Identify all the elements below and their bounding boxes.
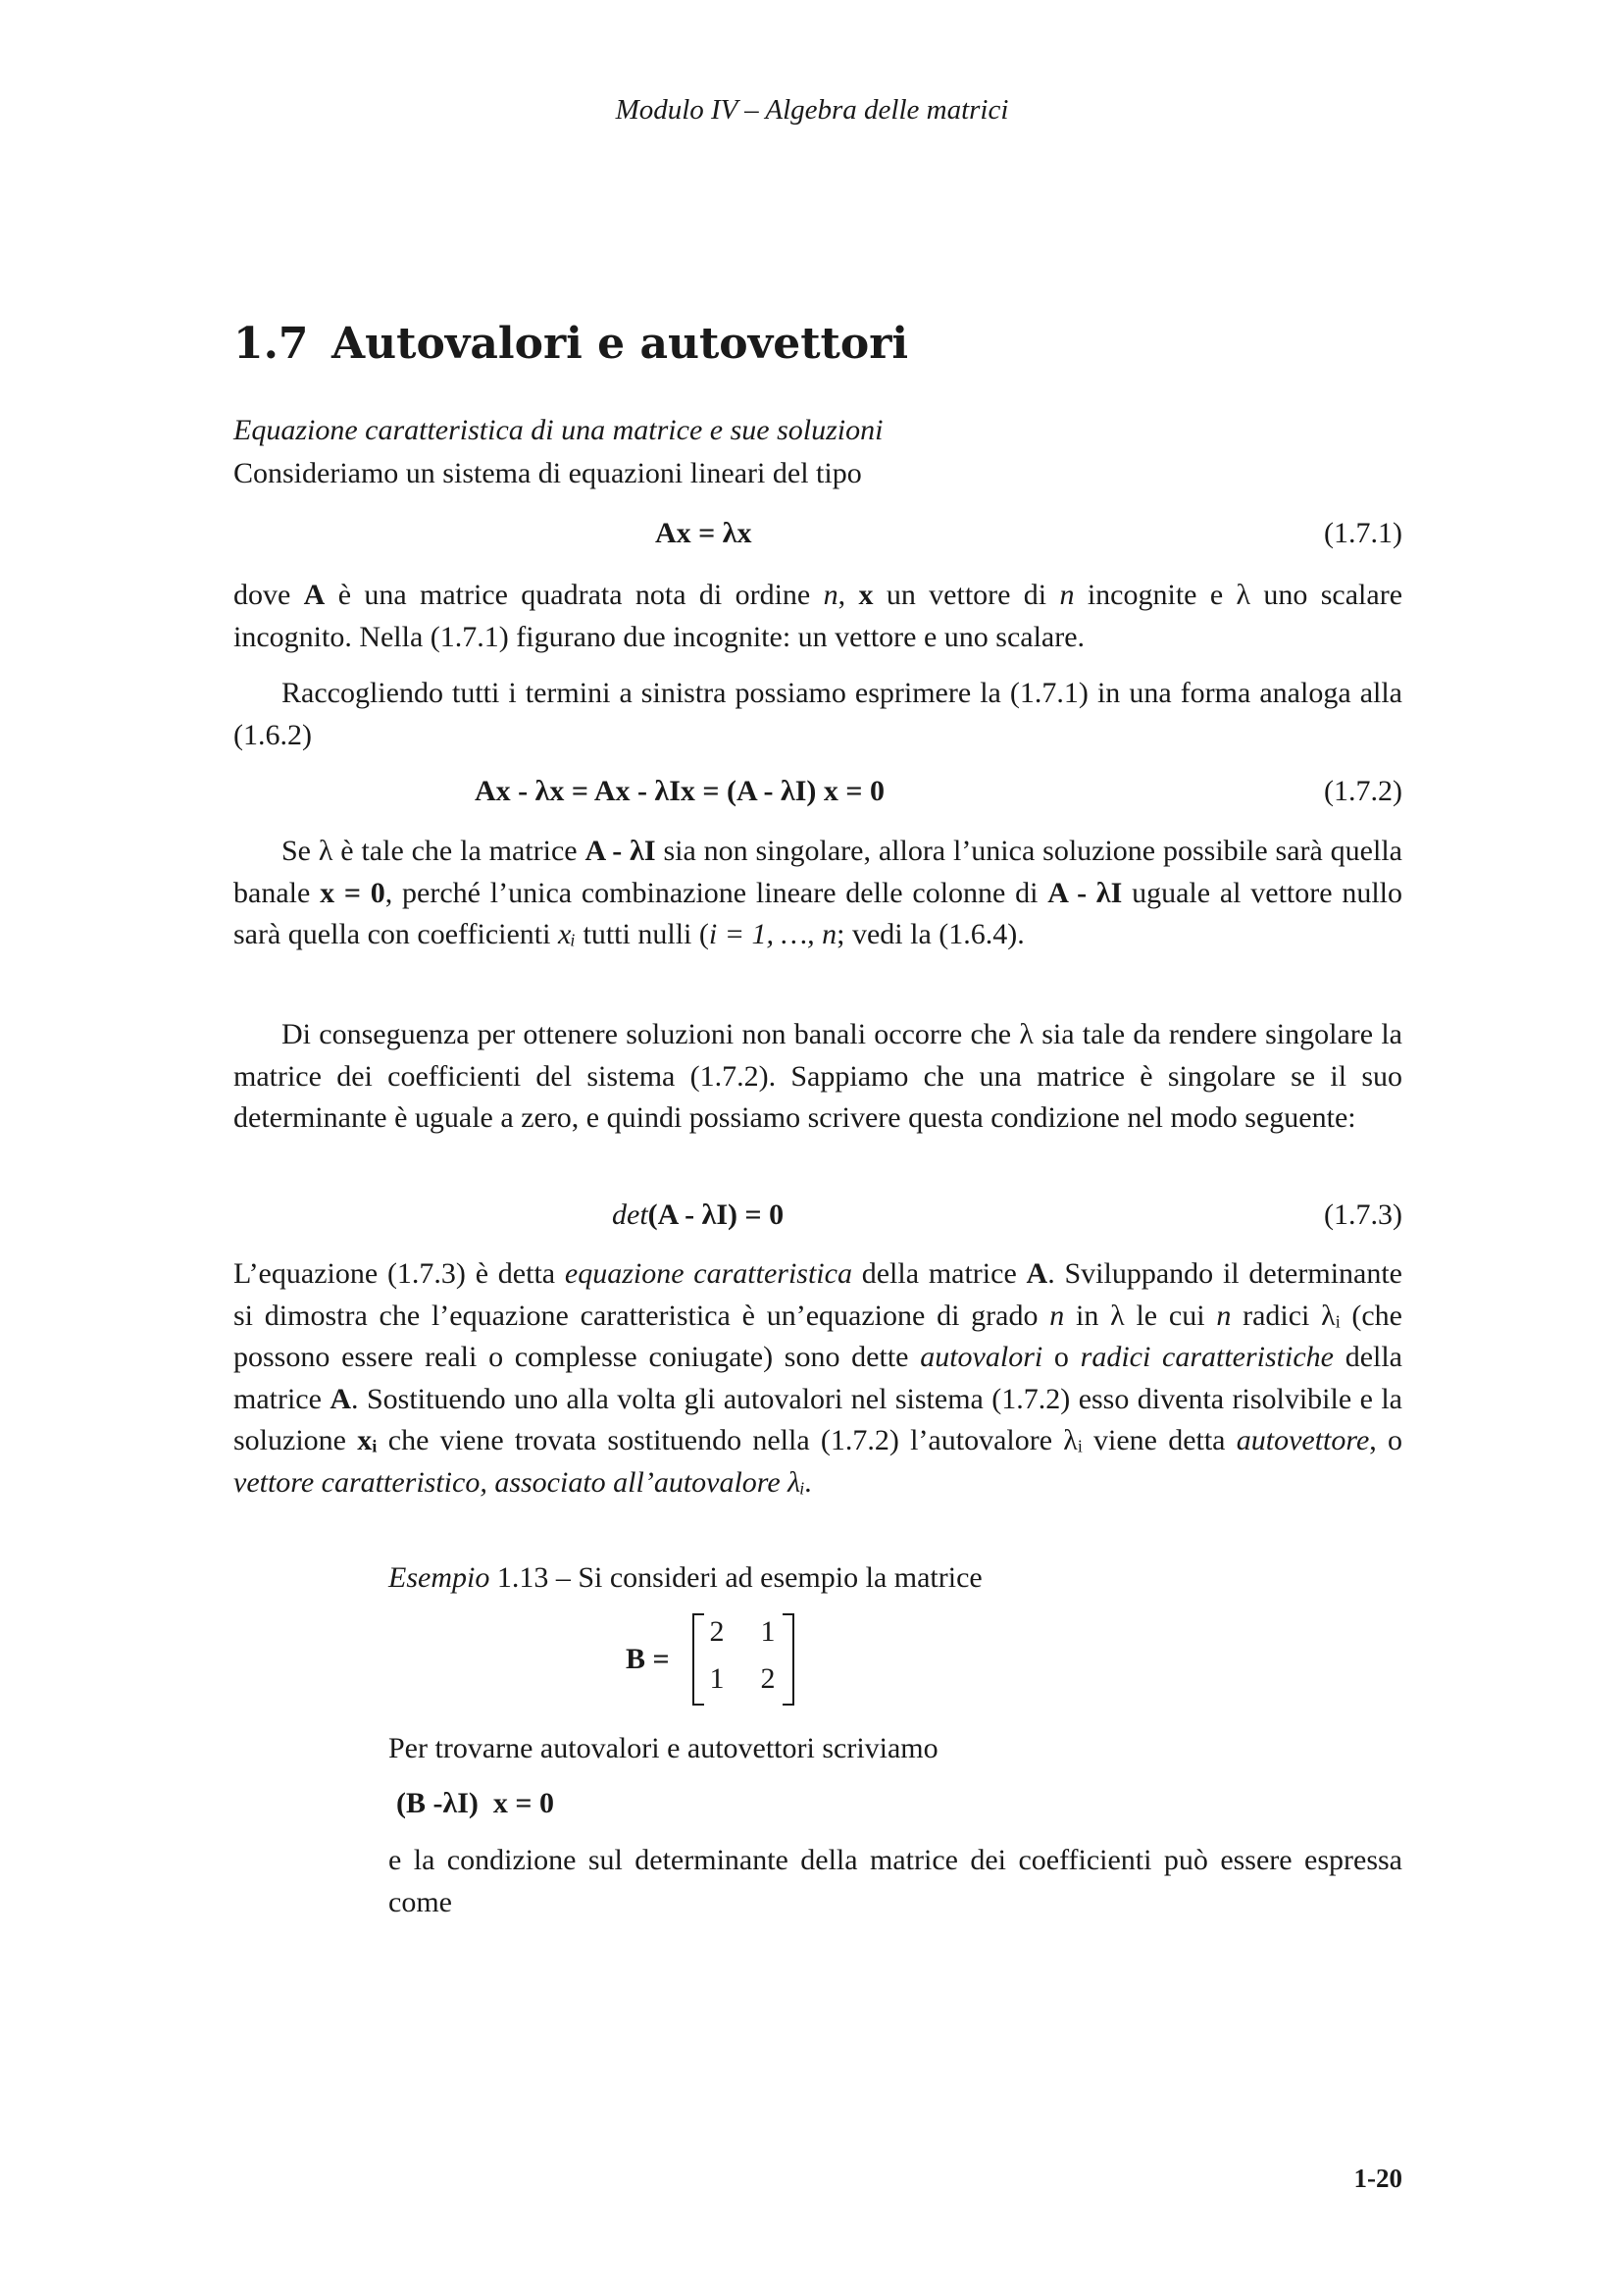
example-paragraph: Per trovarne autovalori e autovettori scriviamo bbox=[388, 1732, 939, 1764]
matrix-cell: 2 bbox=[709, 1615, 725, 1648]
matrix-cell: 1 bbox=[760, 1615, 776, 1648]
matrix-cell: 2 bbox=[760, 1662, 776, 1695]
equation-number: (1.7.2) bbox=[1324, 775, 1402, 807]
example-intro: Esempio 1.13 – Si consideri ad esempio la matrice bbox=[388, 1561, 983, 1594]
paragraph-definitions: dove A è una matrice quadrata nota di ordine n, x un vettore di n incognite e λ uno scalare incognito. Nella (1.7.1) figurano due incognite: un vettore e uno scalare. bbox=[233, 579, 1403, 653]
example-paragraph-2: e la condizione sul determinante della matrice dei coefficienti può essere espressa come bbox=[388, 1844, 1402, 1918]
equation-1-7-1 bbox=[233, 513, 1402, 554]
section-number: 1.7 bbox=[233, 319, 309, 369]
matrix-brackets bbox=[692, 1613, 794, 1706]
intro-paragraph: Consideriamo un sistema di equazioni lineari del tipo bbox=[233, 457, 862, 489]
equation-formula: Ax = λx bbox=[655, 517, 752, 549]
equation-1-7-3 bbox=[233, 1195, 1402, 1236]
example-equation: (B -λI) x = 0 bbox=[396, 1787, 554, 1819]
paragraph-singular-condition: Di conseguenza per ottenere soluzioni non banali occorre che λ sia tale da rendere singolare la matrice dei coefficienti del sistema (1.7.2). Sappiamo che una matrice è singolare se il suo determinante è uguale a zero, e quindi possiamo scrivere questa condizione nel modo seguente: bbox=[233, 1018, 1402, 1134]
equation-number: (1.7.3) bbox=[1324, 1198, 1402, 1231]
matrix-label: B = bbox=[626, 1643, 670, 1675]
equation-number: (1.7.1) bbox=[1324, 517, 1402, 549]
page-number: 1-20 bbox=[1353, 2164, 1402, 2193]
matrix-cell: 1 bbox=[709, 1662, 725, 1695]
matrix-B bbox=[626, 1613, 802, 1708]
section-heading bbox=[233, 319, 908, 369]
equation-formula: Ax - λx = Ax - λIx = (A - λI) x = 0 bbox=[475, 775, 885, 807]
equation-formula: det(A - λI) = 0 bbox=[612, 1198, 785, 1231]
paragraph-collecting-terms: Raccogliendo tutti i termini a sinistra possiamo esprimere la (1.7.1) in una forma analoga alla (1.6.2) bbox=[233, 677, 1402, 751]
subsection-title: Equazione caratteristica di una matrice e sue soluzioni bbox=[233, 414, 884, 446]
section-title: Autovalori e autovettori bbox=[331, 319, 909, 369]
paragraph-characteristic-equation: L’equazione (1.7.3) è detta equazione caratteristica della matrice A. Sviluppando il determinante si dimostra che l’equazione caratteristica è un’equazione di grado n in λ le cui n radici λᵢ (che possono essere reali o complesse coniugate) sono dette autovalori o radici caratteristiche della matrice A. Sostituendo uno alla volta gli autovalori nel sistema (1.7.2) esso diventa risolvibile e la soluzione xᵢ che viene trovata sostituendo nella (1.7.2) l’autovalore λᵢ viene detta autovettore, o vettore caratteristico, associato all’autovalore λᵢ. bbox=[233, 1257, 1403, 1499]
paragraph-nonsingular: Se λ è tale che la matrice A - λI sia non singolare, allora l’unica soluzione possibile sarà quella banale x = 0, perché l’unica combinazione lineare delle colonne di A - λI uguale al vettore nullo sarà quella con coefficienti xᵢ tutti nulli (i = 1, …, n; vedi la (1.6.4). bbox=[233, 835, 1403, 950]
equation-1-7-2 bbox=[233, 771, 1402, 812]
running-header: Modulo IV – Algebra delle matrici bbox=[615, 94, 1009, 126]
example-label: Esempio bbox=[388, 1561, 490, 1594]
